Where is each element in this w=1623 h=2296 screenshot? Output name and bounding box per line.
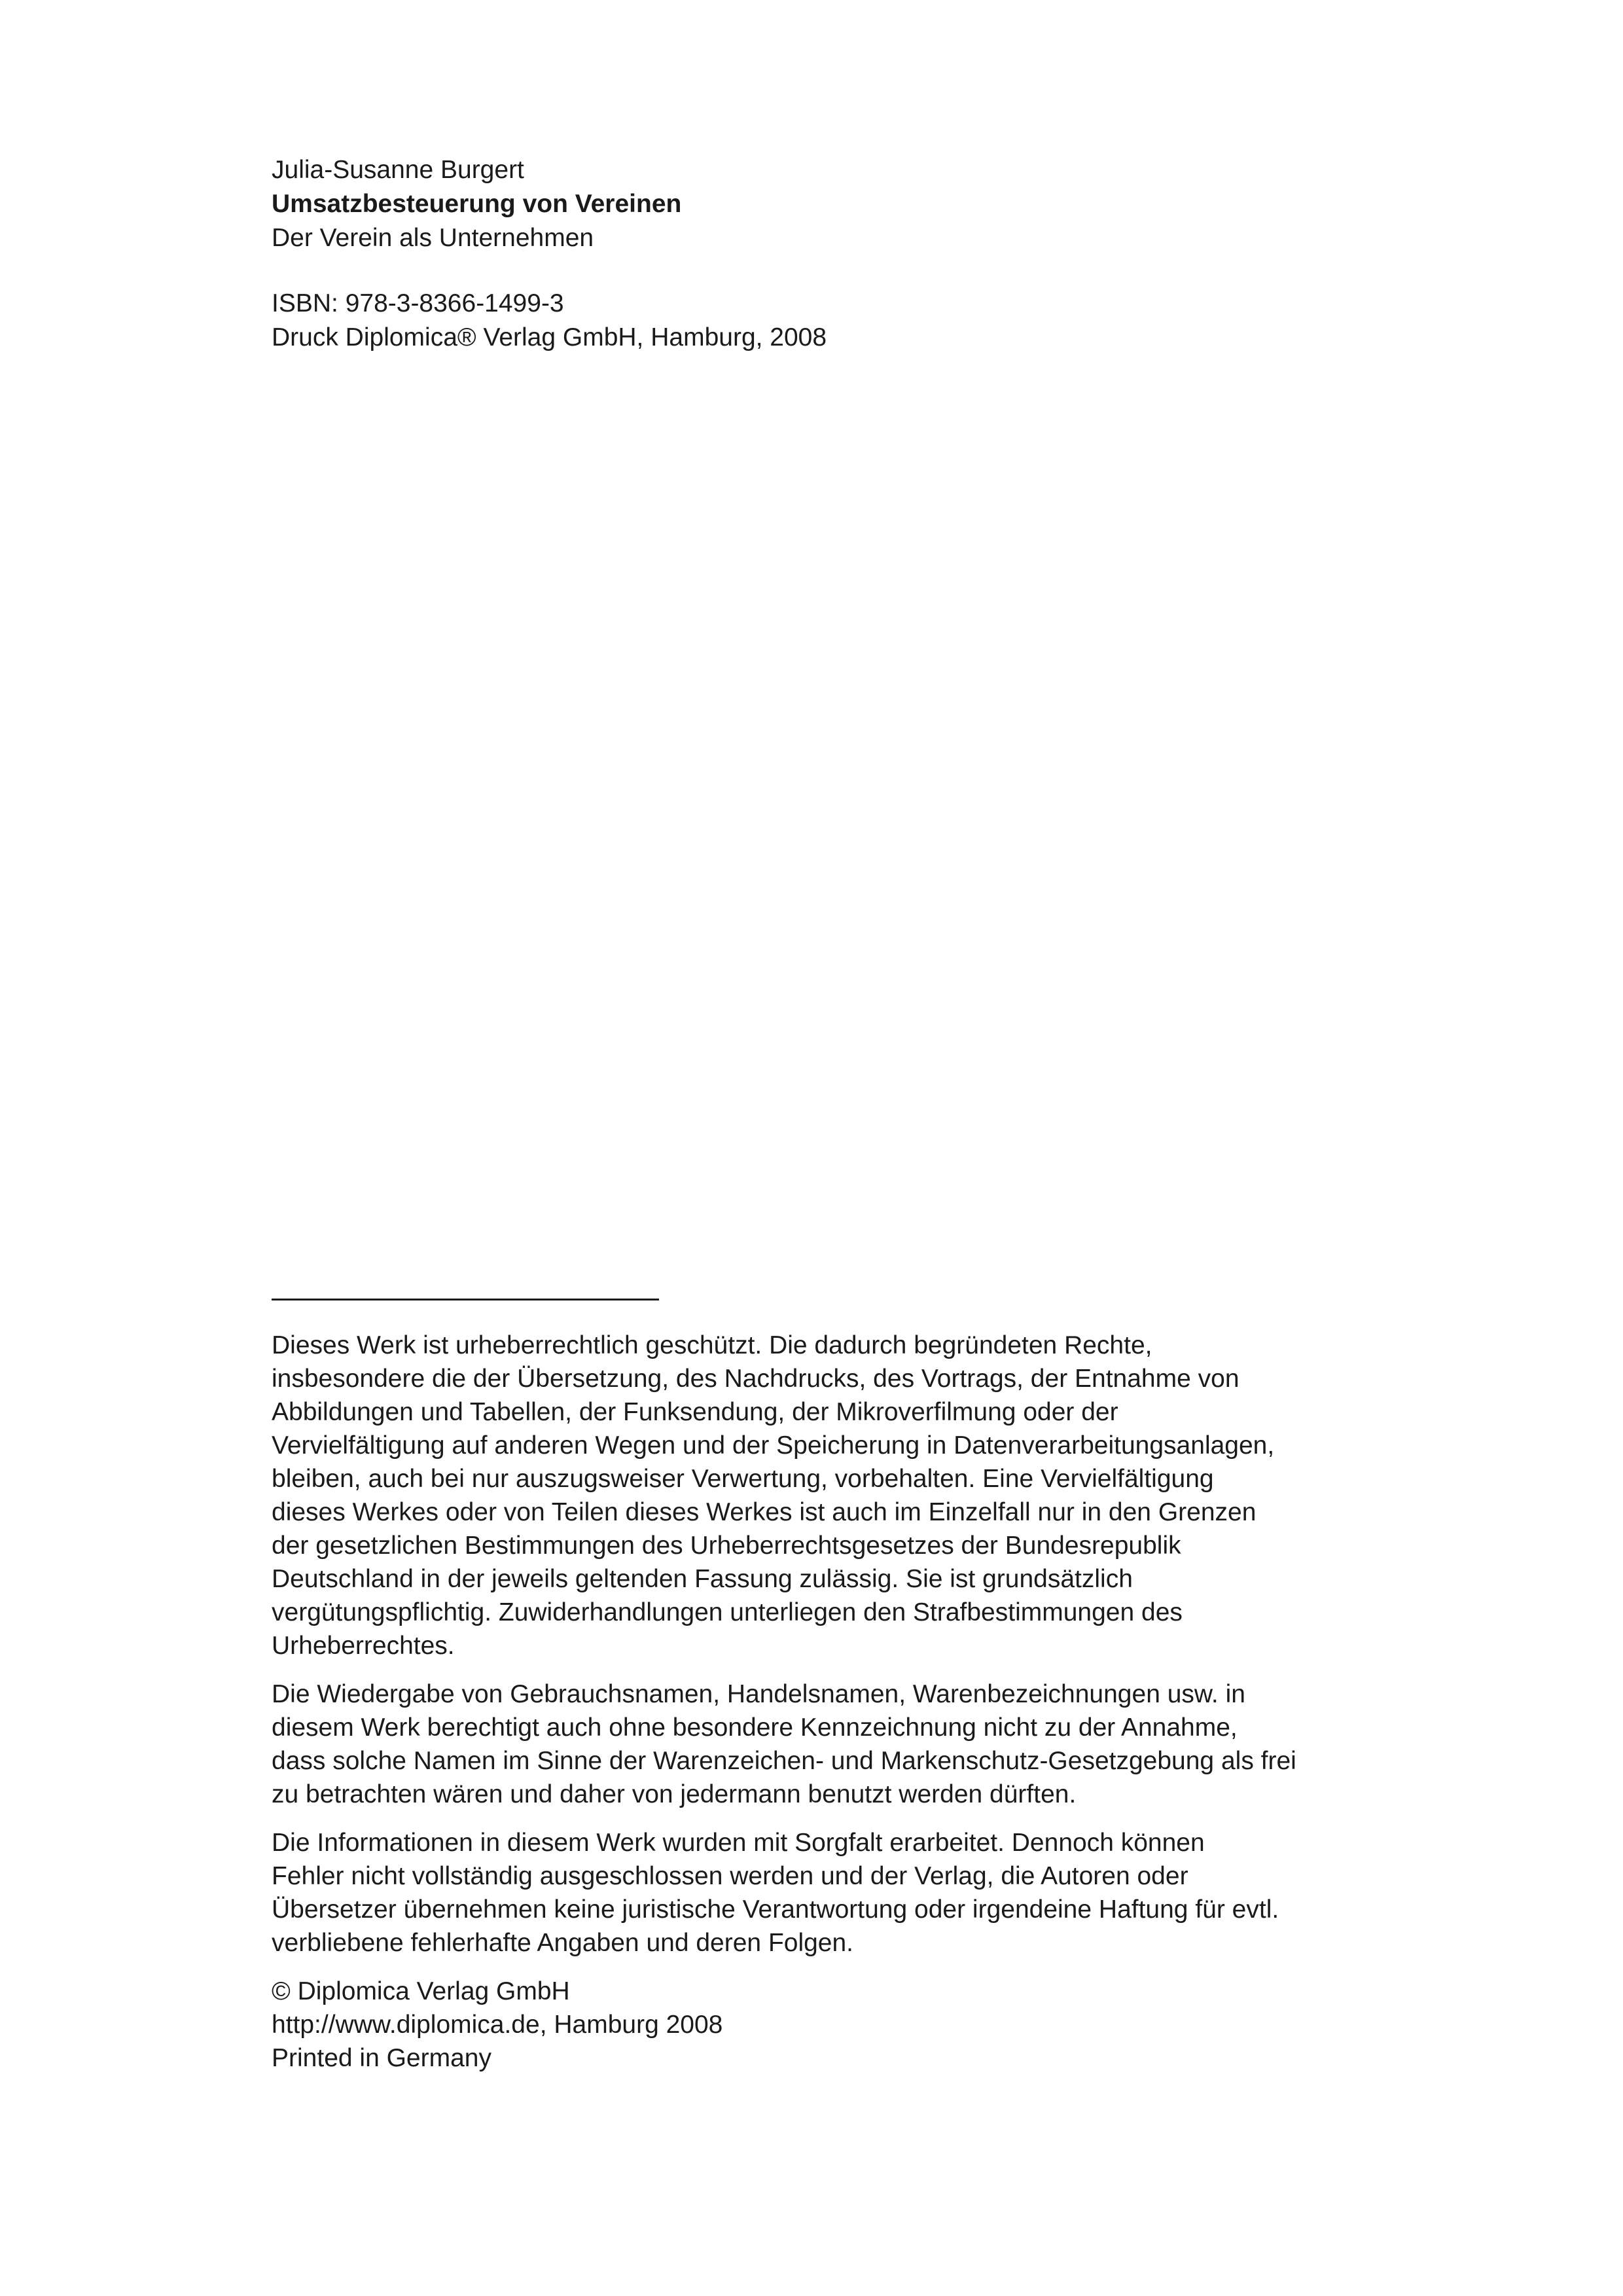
text-line: Dieses Werk ist urheberrechtlich geschützt. Die dadurch begründeten Rechte, [272,1331,1152,1359]
copyright-paragraph [272,1329,1463,1662]
liability-paragraph [272,1826,1463,1960]
book-info [272,153,1450,355]
text-line: zu betrachten wären und daher von jedermann benutzt werden dürften. [272,1780,1077,1808]
copyright-line: © Diplomica Verlag GmbH [272,1977,570,2005]
text-line: Die Wiedergabe von Gebrauchsnamen, Handelsnamen, Warenbezeichnungen usw. in [272,1680,1245,1708]
book-subtitle: Der Verein als Unternehmen [272,224,594,252]
text-line: bleiben, auch bei nur auszugsweiser Verwertung, vorbehalten. Eine Vervielfältigung [272,1465,1214,1493]
trademark-paragraph [272,1677,1463,1811]
text-line: diesem Werk berechtigt auch ohne besondere Kennzeichnung nicht zu der Annahme, [272,1713,1238,1742]
print-line: Druck Diplomica® Verlag GmbH, Hamburg, 2008 [272,323,827,351]
text-line: Abbildungen und Tabellen, der Funksendung, der Mikroverfilmung oder der [272,1398,1118,1426]
text-line: vergütungspflichtig. Zuwiderhandlungen unterliegen den Strafbestimmungen des [272,1598,1183,1626]
book-title: Umsatzbesteuerung von Vereinen [272,190,682,218]
text-line: Deutschland in der jeweils geltenden Fassung zulässig. Sie ist grundsätzlich [272,1565,1133,1593]
text-line: Urheberrechtes. [272,1632,455,1660]
spacer [272,255,1450,287]
text-line: dass solche Namen im Sinne der Warenzeichen- und Markenschutz-Gesetzgebung als frei [272,1747,1296,1775]
publisher-url: http://www.diplomica.de, Hamburg 2008 [272,2011,723,2039]
legal-notice [272,1329,1463,2090]
text-line: verbliebene fehlerhafte Angaben und deren Folgen. [272,1929,854,1957]
text-line: Fehler nicht vollständig ausgeschlossen werden und der Verlag, die Autoren oder [272,1862,1188,1890]
text-line: dieses Werkes oder von Teilen dieses Werkes ist auch im Einzelfall nur in den Grenzen [272,1498,1257,1526]
printed-in: Printed in Germany [272,2044,491,2072]
text-line: der gesetzlichen Bestimmungen des Urheberrechtsgesetzes der Bundesrepublik [272,1532,1181,1560]
isbn: ISBN: 978-3-8366-1499-3 [272,289,564,317]
publisher-imprint [272,1975,1463,2075]
text-line: Die Informationen in diesem Werk wurden mit Sorgfalt erarbeitet. Dennoch können [272,1829,1205,1857]
divider-rule [272,1299,659,1300]
text-line: insbesondere die der Übersetzung, des Nachdrucks, des Vortrags, der Entnahme von [272,1365,1240,1393]
text-line: Übersetzer übernehmen keine juristische Verantwortung oder irgendeine Haftung für evtl. [272,1895,1279,1924]
author-name: Julia-Susanne Burgert [272,156,524,184]
text-line: Vervielfältigung auf anderen Wegen und der Speicherung in Datenverarbeitungsanlagen, [272,1431,1275,1460]
